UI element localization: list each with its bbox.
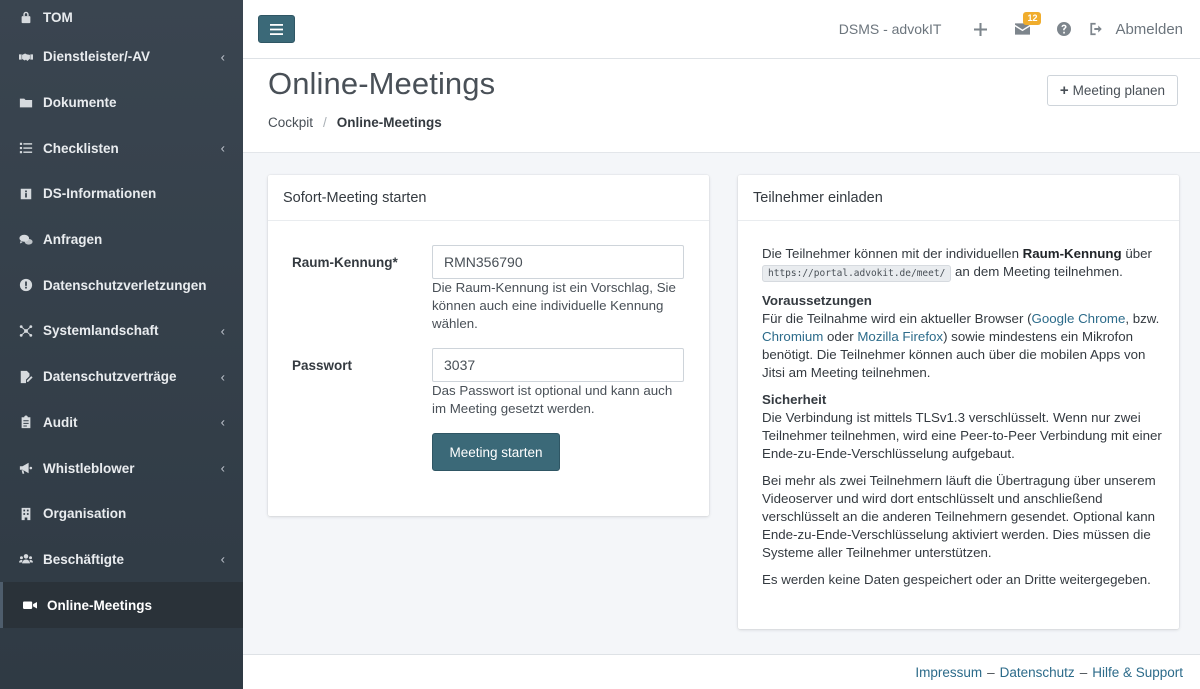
sidebar-item-label: Organisation <box>43 506 127 522</box>
sidebar-item-label: DS-Informationen <box>43 186 157 202</box>
info-square-icon <box>18 186 34 202</box>
sidebar-item-label: TOM <box>43 9 73 25</box>
firefox-link[interactable]: Mozilla Firefox <box>857 329 944 344</box>
sidebar-item-audit[interactable] <box>0 400 243 446</box>
list-icon <box>18 140 34 156</box>
server-paragraph: Bei mehr als zwei Teilnehmern läuft die Übertragung über unserem Videoserver und wird dort entschlüsselt und anschließend verschlüsselt an die anderen Teilnehmern gesendet. Optional kann Ende-zu-Ende-Verschlüsselung aktiviert werden. Dies müssen die Systeme aller Teilnehmer unterstützen. <box>762 473 1156 560</box>
password-label: Passwort <box>292 358 353 373</box>
security-heading: Sicherheit <box>762 392 827 407</box>
sidebar-item-dienstleister[interactable] <box>0 34 243 80</box>
sidebar-item-label: Audit <box>43 414 78 430</box>
sidebar-item-label: Whistleblower <box>43 460 135 476</box>
sidebar-item-label: Online-Meetings <box>47 597 153 613</box>
logout-label: Abmelden <box>1115 20 1183 38</box>
chromium-link[interactable]: Chromium <box>762 329 824 344</box>
chevron-left-icon: ‹ <box>220 323 225 339</box>
clipboard-icon <box>18 414 34 430</box>
meet-url: https://portal.advokit.de/meet/ <box>762 265 951 282</box>
video-icon <box>22 597 38 613</box>
sidebar-item-systemlandschaft[interactable] <box>0 308 243 354</box>
invite-card <box>738 175 1179 629</box>
data-paragraph: Es werden keine Daten gespeichert oder an Dritte weitergegeben. <box>762 572 1151 587</box>
sidebar-item-label: Datenschutzverletzungen <box>43 277 207 293</box>
footer-separator: – <box>1079 664 1088 680</box>
sidebar-item-label: Dienstleister/-AV <box>43 49 151 65</box>
top-navbar <box>243 0 1200 59</box>
sidebar-item-organisation[interactable] <box>0 491 243 537</box>
users-icon <box>18 551 34 567</box>
card-title: Sofort-Meeting starten <box>268 175 709 221</box>
text: ) sowie mindestens ein Mikrofon benötigt. Die Teilnehmer können auch über die mobilen Apps von Jitsi am Meeting teilnehmen. <box>762 329 1146 380</box>
chevron-left-icon: ‹ <box>220 460 225 476</box>
room-id-term: Raum-Kennung <box>1022 246 1122 261</box>
card-title: Teilnehmer einladen <box>738 175 1179 221</box>
plan-meeting-button[interactable] <box>1047 75 1178 106</box>
messages-button[interactable] <box>1001 0 1043 58</box>
password-input[interactable] <box>432 348 684 382</box>
file-signature-icon <box>18 369 34 385</box>
sidebar-item-tom[interactable] <box>0 0 243 34</box>
network-icon <box>18 323 34 339</box>
text: über <box>1121 246 1152 261</box>
text: oder <box>823 329 858 344</box>
comments-icon <box>18 232 34 248</box>
plus-icon <box>974 23 987 36</box>
chevron-left-icon: ‹ <box>220 551 225 567</box>
question-circle-icon <box>1057 22 1071 36</box>
sidebar-item-beschaeftigte[interactable] <box>0 537 243 583</box>
hamburger-icon <box>270 24 283 35</box>
text: , bzw. <box>1125 311 1160 326</box>
breadcrumb <box>268 115 442 130</box>
chevron-left-icon: ‹ <box>220 49 225 65</box>
text: Die Teilnehmer können mit der individuellen <box>762 246 1023 261</box>
sign-out-icon <box>1089 22 1104 36</box>
sidebar-item-dokumente[interactable] <box>0 80 243 126</box>
handshake-icon <box>18 49 34 65</box>
add-button[interactable] <box>959 0 1001 58</box>
invite-info <box>762 245 1162 598</box>
sidebar-item-label: Anfragen <box>43 232 103 248</box>
datenschutz-link[interactable]: Datenschutz <box>999 664 1075 680</box>
security-text: Die Verbindung ist mittels TLSv1.3 verschlüsselt. Wenn nur zwei Teilnehmer teilnehmen, wird eine Peer-to-Peer Verbindung mit einer Ende-zu-Ende-Verschlüsselung aufgebaut. <box>762 410 1162 461</box>
footer <box>243 654 1200 689</box>
help-button[interactable] <box>1043 0 1085 58</box>
sidebar-item-whistleblower[interactable] <box>0 445 243 491</box>
plan-meeting-label: Meeting planen <box>1072 83 1165 98</box>
sidebar-item-label: Datenschutzverträge <box>43 369 177 385</box>
chevron-left-icon: ‹ <box>220 414 225 430</box>
chevron-left-icon: ‹ <box>220 369 225 385</box>
building-icon <box>18 506 34 522</box>
lock-icon <box>18 9 34 25</box>
organization-name[interactable]: DSMS - advokIT <box>838 21 942 37</box>
logout-link[interactable] <box>1089 21 1183 38</box>
password-help: Das Passwort ist optional und kann auch im Meeting gesetzt werden. <box>432 383 673 416</box>
footer-separator: – <box>987 664 995 680</box>
sidebar-item-datenschutzvertraege[interactable] <box>0 354 243 400</box>
page-title: Online-Meetings <box>268 66 496 101</box>
folder-icon <box>18 95 34 111</box>
google-chrome-link[interactable]: Google Chrome <box>1031 311 1126 326</box>
megaphone-icon <box>18 460 34 476</box>
sidebar-item-label: Dokumente <box>43 95 117 111</box>
sidebar-item-label: Systemlandschaft <box>43 323 159 339</box>
help-support-link[interactable]: Hilfe & Support <box>1092 664 1183 680</box>
room-id-help: Die Raum-Kennung ist ein Vorschlag, Sie können auch eine individuelle Kennung wählen. <box>432 280 676 331</box>
sidebar-item-datenschutzverletzungen[interactable] <box>0 262 243 308</box>
sidebar-item-checklisten[interactable] <box>0 125 243 171</box>
impressum-link[interactable]: Impressum <box>915 664 983 680</box>
room-id-label: Raum-Kennung* <box>292 255 398 270</box>
text: an dem Meeting teilnehmen. <box>951 264 1123 279</box>
requirements-section <box>762 292 1162 382</box>
security-section <box>762 391 1162 463</box>
plus-icon: + <box>1059 82 1069 99</box>
sidebar <box>0 0 243 689</box>
breadcrumb-separator: / <box>323 115 327 130</box>
start-meeting-button[interactable]: Meeting starten <box>432 433 560 471</box>
content-header <box>243 59 1200 153</box>
invite-intro <box>762 245 1162 283</box>
instant-meeting-card <box>268 175 709 516</box>
sidebar-item-label: Beschäftigte <box>43 551 125 567</box>
room-id-input[interactable] <box>432 245 684 279</box>
notification-badge: 12 <box>1023 12 1041 25</box>
breadcrumb-cockpit[interactable]: Cockpit <box>268 115 314 130</box>
requirements-heading: Voraussetzungen <box>762 293 872 308</box>
sidebar-toggle-button[interactable] <box>258 15 295 43</box>
sidebar-item-label: Checklisten <box>43 140 119 156</box>
exclamation-circle-icon <box>18 277 34 293</box>
chevron-left-icon: ‹ <box>220 140 225 156</box>
sidebar-item-ds-informationen[interactable] <box>0 171 243 217</box>
text: Für die Teilnahme wird ein aktueller Browser ( <box>762 311 1032 326</box>
sidebar-item-anfragen[interactable] <box>0 217 243 263</box>
sidebar-item-online-meetings[interactable] <box>0 582 243 628</box>
breadcrumb-current: Online-Meetings <box>336 115 442 130</box>
